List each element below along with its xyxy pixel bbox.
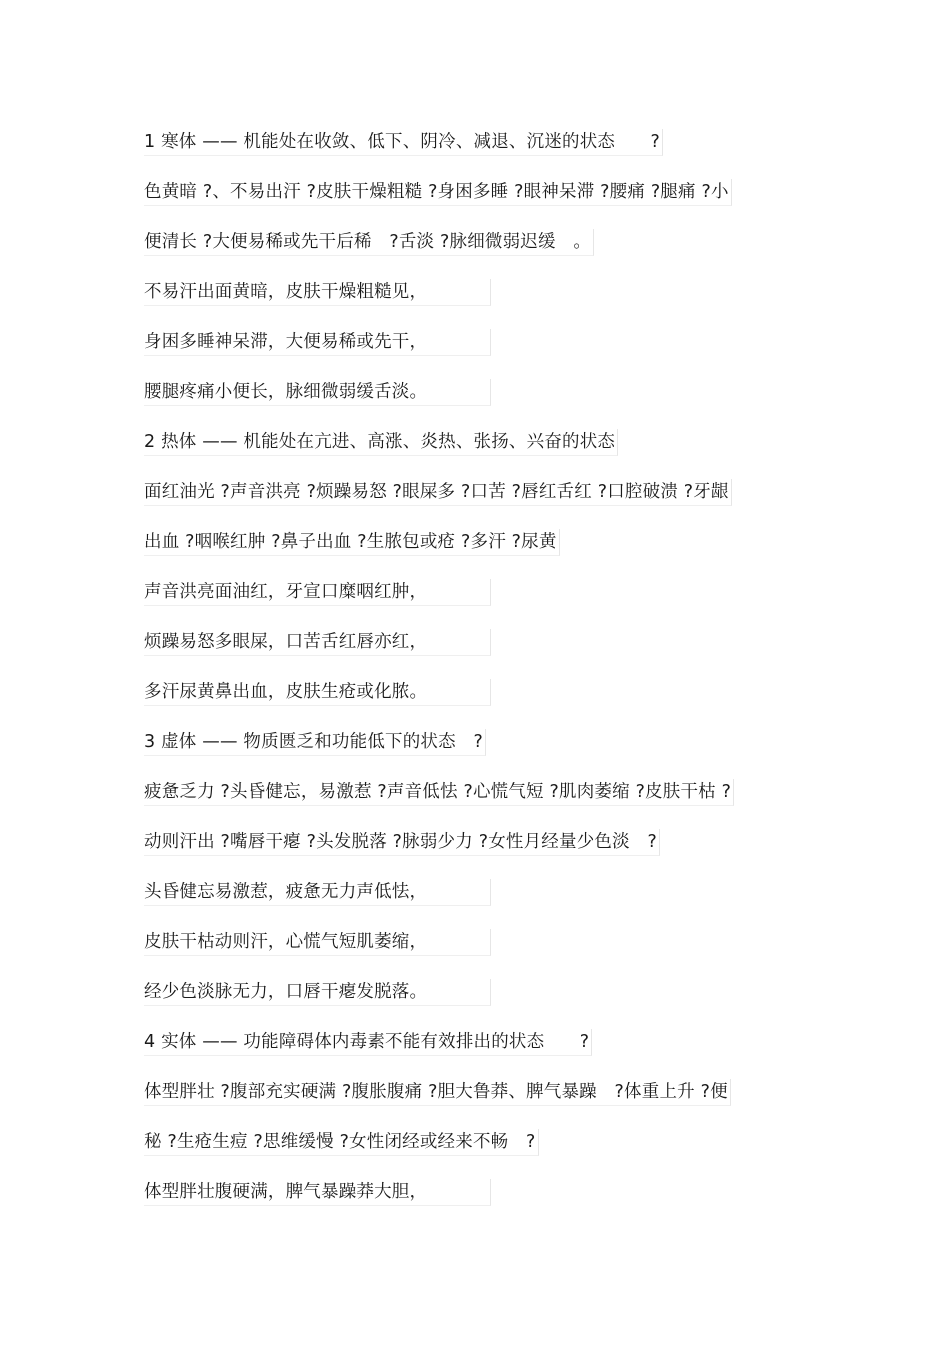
section-1-verse-line-1: 不易汗出面黄暗，皮肤干燥粗糙见， bbox=[144, 279, 491, 306]
section-2-verse-line-1: 声音洪亮面油红，牙宣口糜咽红肿， bbox=[144, 579, 491, 606]
section-2-verse-line-3: 多汗尿黄鼻出血，皮肤生疮或化脓。 bbox=[144, 679, 491, 706]
section-1-symptoms-line-2: 便清长 ?大便易稀或先干后稀 ?舌淡 ?脉细微弱迟缓 。 bbox=[144, 229, 594, 256]
section-1-heading: 1 寒体 —— 机能处在收敛、低下、阴冷、减退、沉迷的状态 ? bbox=[144, 129, 663, 156]
section-4-symptoms-line-2: 秘 ?生疮生痘 ?思维缓慢 ?女性闭经或经来不畅 ? bbox=[144, 1129, 539, 1156]
section-1-symptoms-line-1: 色黄暗 ?、不易出汗 ?皮肤干燥粗糙 ?身困多睡 ?眼神呆滞 ?腰痛 ?腿痛 ?小 bbox=[144, 179, 732, 206]
section-2-heading: 2 热体 —— 机能处在亢进、高涨、炎热、张扬、兴奋的状态 bbox=[144, 429, 618, 456]
section-3-verse-line-3: 经少色淡脉无力，口唇干瘪发脱落。 bbox=[144, 979, 491, 1006]
section-2-symptoms-line-1: 面红油光 ?声音洪亮 ?烦躁易怒 ?眼屎多 ?口苦 ?唇红舌红 ?口腔破溃 ?牙龈 bbox=[144, 479, 732, 506]
section-3-heading: 3 虚体 —— 物质匮乏和功能低下的状态 ? bbox=[144, 729, 486, 756]
section-3-symptoms-line-1: 疲惫乏力 ?头昏健忘，易激惹 ?声音低怯 ?心慌气短 ?肌肉萎缩 ?皮肤干枯 ? bbox=[144, 779, 734, 806]
section-3-verse-line-2: 皮肤干枯动则汗，心慌气短肌萎缩， bbox=[144, 929, 491, 956]
section-4-symptoms-line-1: 体型胖壮 ?腹部充实硬满 ?腹胀腹痛 ?胆大鲁莽、脾气暴躁 ?体重上升 ?便 bbox=[144, 1079, 731, 1106]
section-1-verse-line-2: 身困多睡神呆滞，大便易稀或先干， bbox=[144, 329, 491, 356]
section-2-symptoms-line-2: 出血 ?咽喉红肿 ?鼻子出血 ?生脓包或疮 ?多汗 ?尿黄 bbox=[144, 529, 560, 556]
section-2-verse-line-2: 烦躁易怒多眼屎，口苦舌红唇亦红， bbox=[144, 629, 491, 656]
section-1-verse-line-3: 腰腿疼痛小便长，脉细微弱缓舌淡。 bbox=[144, 379, 491, 406]
section-4-heading: 4 实体 —— 功能障碍体内毒素不能有效排出的状态 ? bbox=[144, 1029, 592, 1056]
section-3-verse-line-1: 头昏健忘易激惹，疲惫无力声低怯， bbox=[144, 879, 491, 906]
section-4-verse-line-1: 体型胖壮腹硬满，脾气暴躁莽大胆， bbox=[144, 1179, 491, 1206]
section-3-symptoms-line-2: 动则汗出 ?嘴唇干瘪 ?头发脱落 ?脉弱少力 ?女性月经量少色淡 ? bbox=[144, 829, 660, 856]
